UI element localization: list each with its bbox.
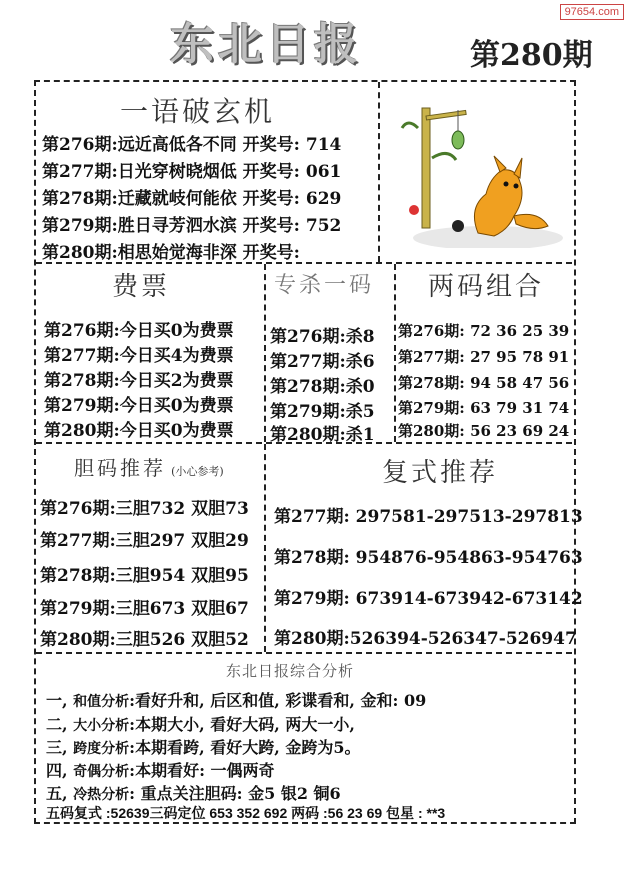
danma-row: 第278期:三胆954 双胆95 xyxy=(40,566,249,586)
analysis-item xyxy=(46,688,426,711)
feipiao-row: 第278期:今日买2为费票 xyxy=(44,371,234,391)
liangma-row: 第276期: 72 36 25 39 xyxy=(398,322,570,340)
zhuansha-row: 第278期:杀0 xyxy=(270,377,375,397)
fushi-row: 第278期: 954876-954863-954763 xyxy=(274,548,583,568)
yiyu-title: 一语破玄机 xyxy=(120,95,276,128)
divider-v4 xyxy=(264,444,266,652)
divider-v3 xyxy=(394,264,396,442)
zhuansha-row: 第276期:杀8 xyxy=(270,327,375,347)
analysis-num: 三, xyxy=(46,738,68,757)
danma-row: 第280期:三胆526 双胆52 xyxy=(40,630,249,650)
analysis-bottom-line: 五码复式 :52639三码定位 653 352 692 两码 :56 23 69 包星 : **3 xyxy=(46,805,446,821)
divider-3 xyxy=(36,652,572,654)
analysis-text: :本期看跨, 看好大跨, 金跨为5。 xyxy=(129,738,361,757)
yiyu-row: 第276期:远近高低各不同 开奖号: 714 xyxy=(42,135,342,155)
fushi-row: 第279期: 673914-673942-673142 xyxy=(274,589,583,609)
feipiao-row: 第277期:今日买4为费票 xyxy=(44,346,234,366)
feipiao-row: 第276期:今日买0为费票 xyxy=(44,321,234,341)
yiyu-row: 第279期:胜日寻芳泗水滨 开奖号: 752 xyxy=(42,216,342,236)
liangma-row: 第277期: 27 95 78 91 xyxy=(398,348,570,366)
yiyu-row: 第278期:迁藏就岐何能依 开奖号: 629 xyxy=(42,189,342,209)
zhuansha-row: 第279期:杀5 xyxy=(270,402,375,422)
analysis-item xyxy=(46,735,360,758)
analysis-item xyxy=(46,781,341,804)
liangma-title: 两码组合 xyxy=(428,272,545,302)
zhuansha-title: 专杀一码 xyxy=(274,273,375,298)
feipiao-row: 第279期:今日买0为费票 xyxy=(44,396,234,416)
analysis-num: 五, xyxy=(46,784,68,803)
analysis-num: 一, xyxy=(46,691,68,710)
analysis-num: 二, xyxy=(46,715,68,734)
analysis-title: 东北日报综合分析 xyxy=(226,662,355,680)
danma-row: 第279期:三胆673 双胆67 xyxy=(40,599,249,619)
analysis-text: : 重点关注胆码: 金5 银2 铜6 xyxy=(129,784,341,803)
fushi-row: 第277期: 297581-297513-297813 xyxy=(274,507,583,527)
liangma-row: 第280期: 56 23 69 24 xyxy=(398,422,570,440)
danma-header xyxy=(74,452,224,481)
analysis-label: 大小分析 xyxy=(73,717,130,733)
danma-row: 第277期:三胆297 双胆29 xyxy=(40,531,249,551)
yiyu-row: 第280期:相思始觉海非深 开奖号: xyxy=(42,243,300,263)
liangma-row: 第278期: 94 58 47 56 xyxy=(398,374,570,392)
issue-number: 第280期 xyxy=(470,38,593,73)
analysis-label: 和值分析 xyxy=(73,693,130,709)
cartoon-fox-illustration xyxy=(398,98,566,248)
feipiao-row: 第280期:今日买0为费票 xyxy=(44,421,234,441)
danma-title: 胆码推荐 xyxy=(74,456,166,480)
divider-v2 xyxy=(264,264,266,442)
analysis-text: :看好升和, 后区和值, 彩谍看和, 金和: 09 xyxy=(129,691,427,710)
fushi-title: 复式推荐 xyxy=(382,458,499,488)
feipiao-title: 费票 xyxy=(112,272,171,302)
analysis-label: 奇偶分析 xyxy=(73,763,130,779)
zhuansha-row: 第280期:杀1 xyxy=(270,425,375,445)
analysis-text: :本期看好: 一偶两奇 xyxy=(129,761,275,780)
fushi-row: 第280期:526394-526347-526947 xyxy=(274,629,577,649)
site-watermark: 97654.com xyxy=(560,4,624,20)
yiyu-row: 第277期:日光穿树晓烟低 开奖号: 061 xyxy=(42,162,342,182)
liangma-row: 第279期: 63 79 31 74 xyxy=(398,399,570,417)
analysis-num: 四, xyxy=(46,761,68,780)
analysis-item xyxy=(46,758,275,781)
zhuansha-row: 第277期:杀6 xyxy=(270,352,375,372)
analysis-item xyxy=(46,712,355,735)
danma-note: (小心参考) xyxy=(171,465,224,478)
danma-row: 第276期:三胆732 双胆73 xyxy=(40,499,249,519)
analysis-label: 冷热分析 xyxy=(73,786,130,802)
analysis-label: 跨度分析 xyxy=(73,740,130,756)
analysis-text: :本期大小, 看好大码, 两大一小, xyxy=(129,715,355,734)
divider-v1 xyxy=(378,82,380,262)
newspaper-title: 东北日报 xyxy=(170,19,362,70)
